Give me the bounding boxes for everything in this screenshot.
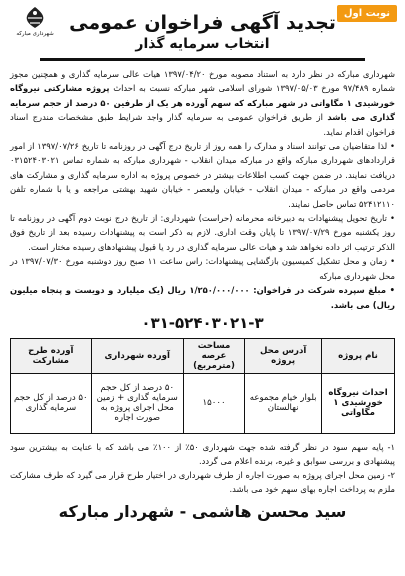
title-divider [40, 58, 365, 61]
col-municipality-share: آورده شهرداری [91, 338, 183, 373]
table-header-row [11, 338, 395, 373]
notice-subtitle: انتخاب سرمایه گذار [135, 36, 270, 52]
cell-partner-share: ۵۰ درصد از کل حجم سرمایه گذاری [11, 373, 92, 433]
intro-bold-text: پروژه مشارکتی نیروگاه خورشیدی ۱ مگاواتی در شهر مبارکه که سهم آورده هر یک از طرفین ۵۰ درصد از حجم سرمایه گذاری می باشد [10, 83, 395, 123]
notice-title: تجدید آگهی فراخوان عمومی [69, 12, 336, 34]
deposit-amount: ۱/۲۵۰/۰۰۰/۰۰۰ ریال (یک میلیارد و دویست و پنجاه میلیون ریال) می باشد. [10, 285, 395, 310]
logo-caption: شهرداری مبارکه [16, 31, 54, 37]
badge-area [341, 5, 397, 27]
phone-number: ۰۳۱-۵۲۴۰۳۰۲۱-۳ [141, 313, 264, 332]
notes-section [10, 440, 395, 496]
bullet-documents: • لذا متقاضیان می توانند اسناد و مدارک را همه روز از تاریخ درج آگهی در روزنامه تا تاریخ ۱۳۹۷/۰۷/۲۶ از امور قراردادهای شهرداری مبارکه واقع در مبارکه میدان انقلاب - شهرداری مبارکه به شماره تماس ۰۳۱۵۲۴۰۳۰۲۱ دریافت نمایند. در ضمن جهت کسب اطلاعات بیشتر در خصوص پروژه به اداره سرمایه گذاری و مشارکت های مردمی واقع در مبارکه - میدان انقلاب - خیابان ولیعصر - خیابان شهید بهشتی مراجعه و یا با شماره تلفن ۵۲۴۱۲۱۱۰ تماس حاصل نمایند. [10, 139, 395, 211]
intro-paragraph [10, 67, 395, 139]
cell-project-name: احداث نیروگاه خورشیدی ۱ مگاواتی [322, 373, 395, 433]
municipality-logo [12, 4, 58, 42]
table-row [11, 373, 395, 433]
cell-area: ۱۵۰۰۰ [183, 373, 244, 433]
col-partner-share: آورده طرح مشارکت [11, 338, 92, 373]
note-item: ۱- پایه سهم سود در نظر گرفته شده جهت شهرداری ۵۰٪ از ۱۰۰٪ می باشد که با عنایت به بیشترین سود پیشنهادی و بررسی سوابق و غیره، برنده اعلام می گردد. [10, 441, 395, 466]
deposit-label: مبلغ سپرده شرکت در فراخوان: [253, 285, 387, 296]
intro-text-1: شهرداری مبارکه در نظر دارد به استناد مصوبه مورخ ۱۳۹۷/۰۴/۲۰ هیات عالی سرمایه گذاری و همچنین مجوز شماره ۹۷/۴۸۹ مورخ ۱۳۹۷/۰۵/۰۳ شورای اسلامی شهر مبارکه نسبت به احداث [10, 69, 396, 94]
first-round-badge: نوبت اول [337, 5, 397, 22]
bullet-opening: • زمان و محل تشکیل کمیسیون بازگشایی پیشنهادات: راس ساعت ۱۱ صبح روز دوشنبه مورخ ۱۳۹۷/۰۷/۳۰ در محل شهرداری مبارکه [10, 254, 395, 283]
cell-address: بلوار خیام مجموعه نهالستان [245, 373, 322, 433]
col-project-name: نام پروژه [322, 338, 395, 373]
intro-text-2: از طریق فراخوان عمومی به سرمایه گذار واجد شرایط طبق مشخصات مندرج اسناد فراخوان اقدام نماید. [10, 112, 395, 137]
deposit-line [10, 283, 395, 312]
signature: سید محسن هاشمی - شهردار مبارکه [58, 501, 347, 521]
bullet-submission: • تاریخ تحویل پیشنهادات به دبیرخانه محرمانه (حراست) شهرداری: از تاریخ درج نوبت دوم آگهی در روزنامه تا روز یکشنبه مورخ ۱۳۹۷/۰۷/۲۹ تا پایان وقت اداری. لازم به ذکر است به پیشنهادات رسیده بعد از تاریخ فوق الذکر ترتیب اثر داده نخواهد شد و هیات عالی سرمایه گذاری در رد یا قبول پیشنهادهای رسیده مختار است. [10, 211, 395, 254]
note-item: ۲- زمین محل اجرای پروژه به صورت اجاره از طرف شهرداری در اختیار طرح قرار می گیرد که طرف مشارکت ملزم به پرداخت اجاره بهای سهم خود می باشد. [10, 469, 395, 494]
cell-municipality-share: ۵۰ درصد از کل حجم سرمایه گذاری + زمین محل اجرای پروژه به صورت اجاره [91, 373, 183, 433]
col-area: مساحت عرصه (مترمربع) [183, 338, 244, 373]
project-table [10, 338, 395, 434]
col-address: آدرس محل پروژه [245, 338, 322, 373]
